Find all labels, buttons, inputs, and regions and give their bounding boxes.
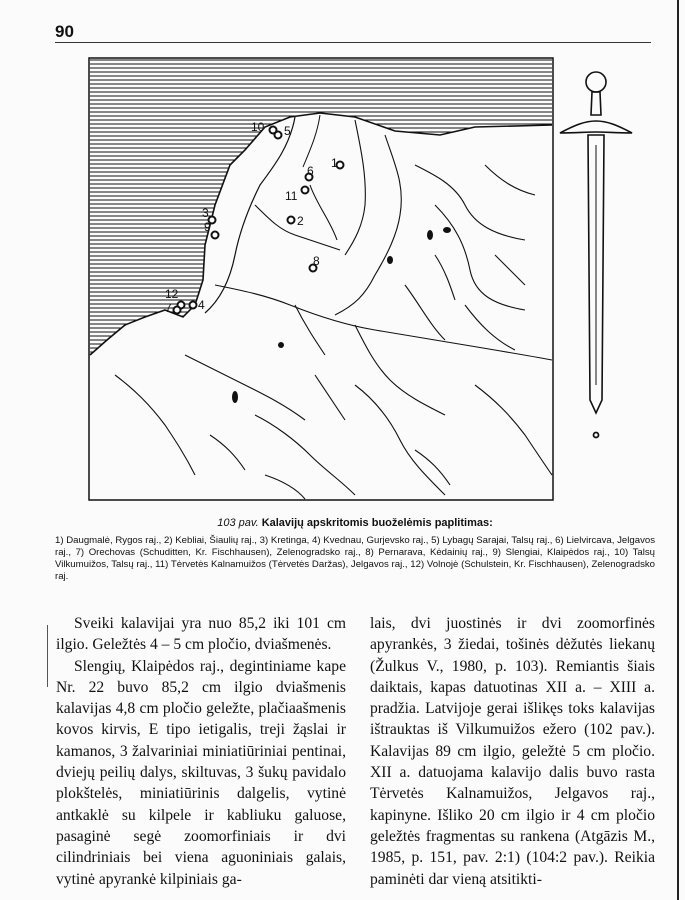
text-column-left <box>56 613 346 890</box>
header-rule <box>55 42 651 43</box>
map-label-5: 5 <box>284 124 291 138</box>
figure-caption <box>55 517 655 583</box>
lakes <box>232 227 451 403</box>
paragraph: Sveiki kalavijai yra nuo 85,2 iki 101 cm ilgio. Geležtės 4 – 5 cm pločio, dviašmenės. <box>56 615 346 654</box>
caption-body: 1) Daugmalė, Rygos raj., 2) Kebliai, Šiaulių raj., 3) Kretinga, 4) Kvednau, Gurjevsko raj., 5) Lybagų Sarajai, Talsų raj., 6) Lielvircava, Jelgavos raj., 7) Orechovas (Schuditten, Kr. Fischhausen), Zelenogradsko raj., 8) Pernarava, Kėdainių raj., 9) Slengiai, Klaipėdos raj., 10) Talsų Vilkumuižos, Talsų raj., 11) Tėrvetės Kalnamuižos (Tėrvetės Daržas), Jelgavos raj., 12) Volnojė (Schulstein, Kr. Fischhausen), Zelenogradsko raj. <box>55 535 655 582</box>
page-number: 90 <box>55 22 74 41</box>
caption-number: 103 pav. <box>217 517 259 529</box>
map-label-4: 4 <box>198 298 205 312</box>
text-column-right <box>370 613 655 890</box>
sword-drawing <box>560 72 632 438</box>
map-label-7: 7 <box>165 301 172 315</box>
caption-heading: Kalavijų apskritomis buoželėmis paplitimas: <box>261 517 493 529</box>
map-label-9: 9 <box>204 220 211 234</box>
map-label-1: 1 <box>331 156 338 170</box>
paragraph: lais, dvi juostinės ir dvi zoomorfinės apyrankės, 3 žiedai, tošinės dėžutės liekanų (Žulkus V., 1980, p. 103). Remiantis šiais daiktais, kapas datuotinas XII a. – XIII a. pradžia. Latvijoje gerai išlikęs toks kalavijas ištrauktas iš Vilkumuižos ežero (102 pav.). Kalavijas 89 cm ilgio, geležtė 5 cm pločio. XII a. datuojama kalavijo dalis buvo rasta Tėrvetės Kalnamuižos, Jelgavos raj., kapinyne. Išliko 20 cm ilgio ir 4 cm pločio geležtės fragmentas su rankena (Atgāzis M., 1985, p. 151, pav. 2:1) (104:2 pav.). Reikia paminėti dar vieną atsitikti- <box>370 615 655 888</box>
map-label-10: 10 <box>251 120 265 134</box>
map-label-12: 12 <box>165 287 179 301</box>
map-label-11: 11 <box>285 189 298 203</box>
map-label-6: 6 <box>307 164 314 178</box>
paragraph: Slengių, Klaipėdos raj., degintiniame kape Nr. 22 buvo 85,2 cm ilgio dviašmenis kalavijas 4,8 cm pločio geležte, plačiaašmenis kovos kirvis, E tipo ietigalis, treji žąslai ir kamanos, 3 žalvariniai miniatiūriniai pentinai, dviejų peilių dalys, skiltuvas, 3 šukų pavidalo plokštelės, miniatiūrinis dalgelis, vytinė antkaklė su kilpele ir kabliuku galuose, pasaginė segė zoomorfiniais ir dvi cilindriniais bei viena aguoniniais galais, vytinė apyrankė kilpiniais ga- <box>56 657 346 888</box>
margin-mark <box>47 625 48 687</box>
map-label-8: 8 <box>313 254 320 268</box>
caption-title <box>55 517 655 529</box>
page-edge <box>677 0 679 900</box>
map-label-2: 2 <box>297 214 304 228</box>
figure-map-and-sword <box>55 55 655 510</box>
map-label-3: 3 <box>202 206 209 220</box>
